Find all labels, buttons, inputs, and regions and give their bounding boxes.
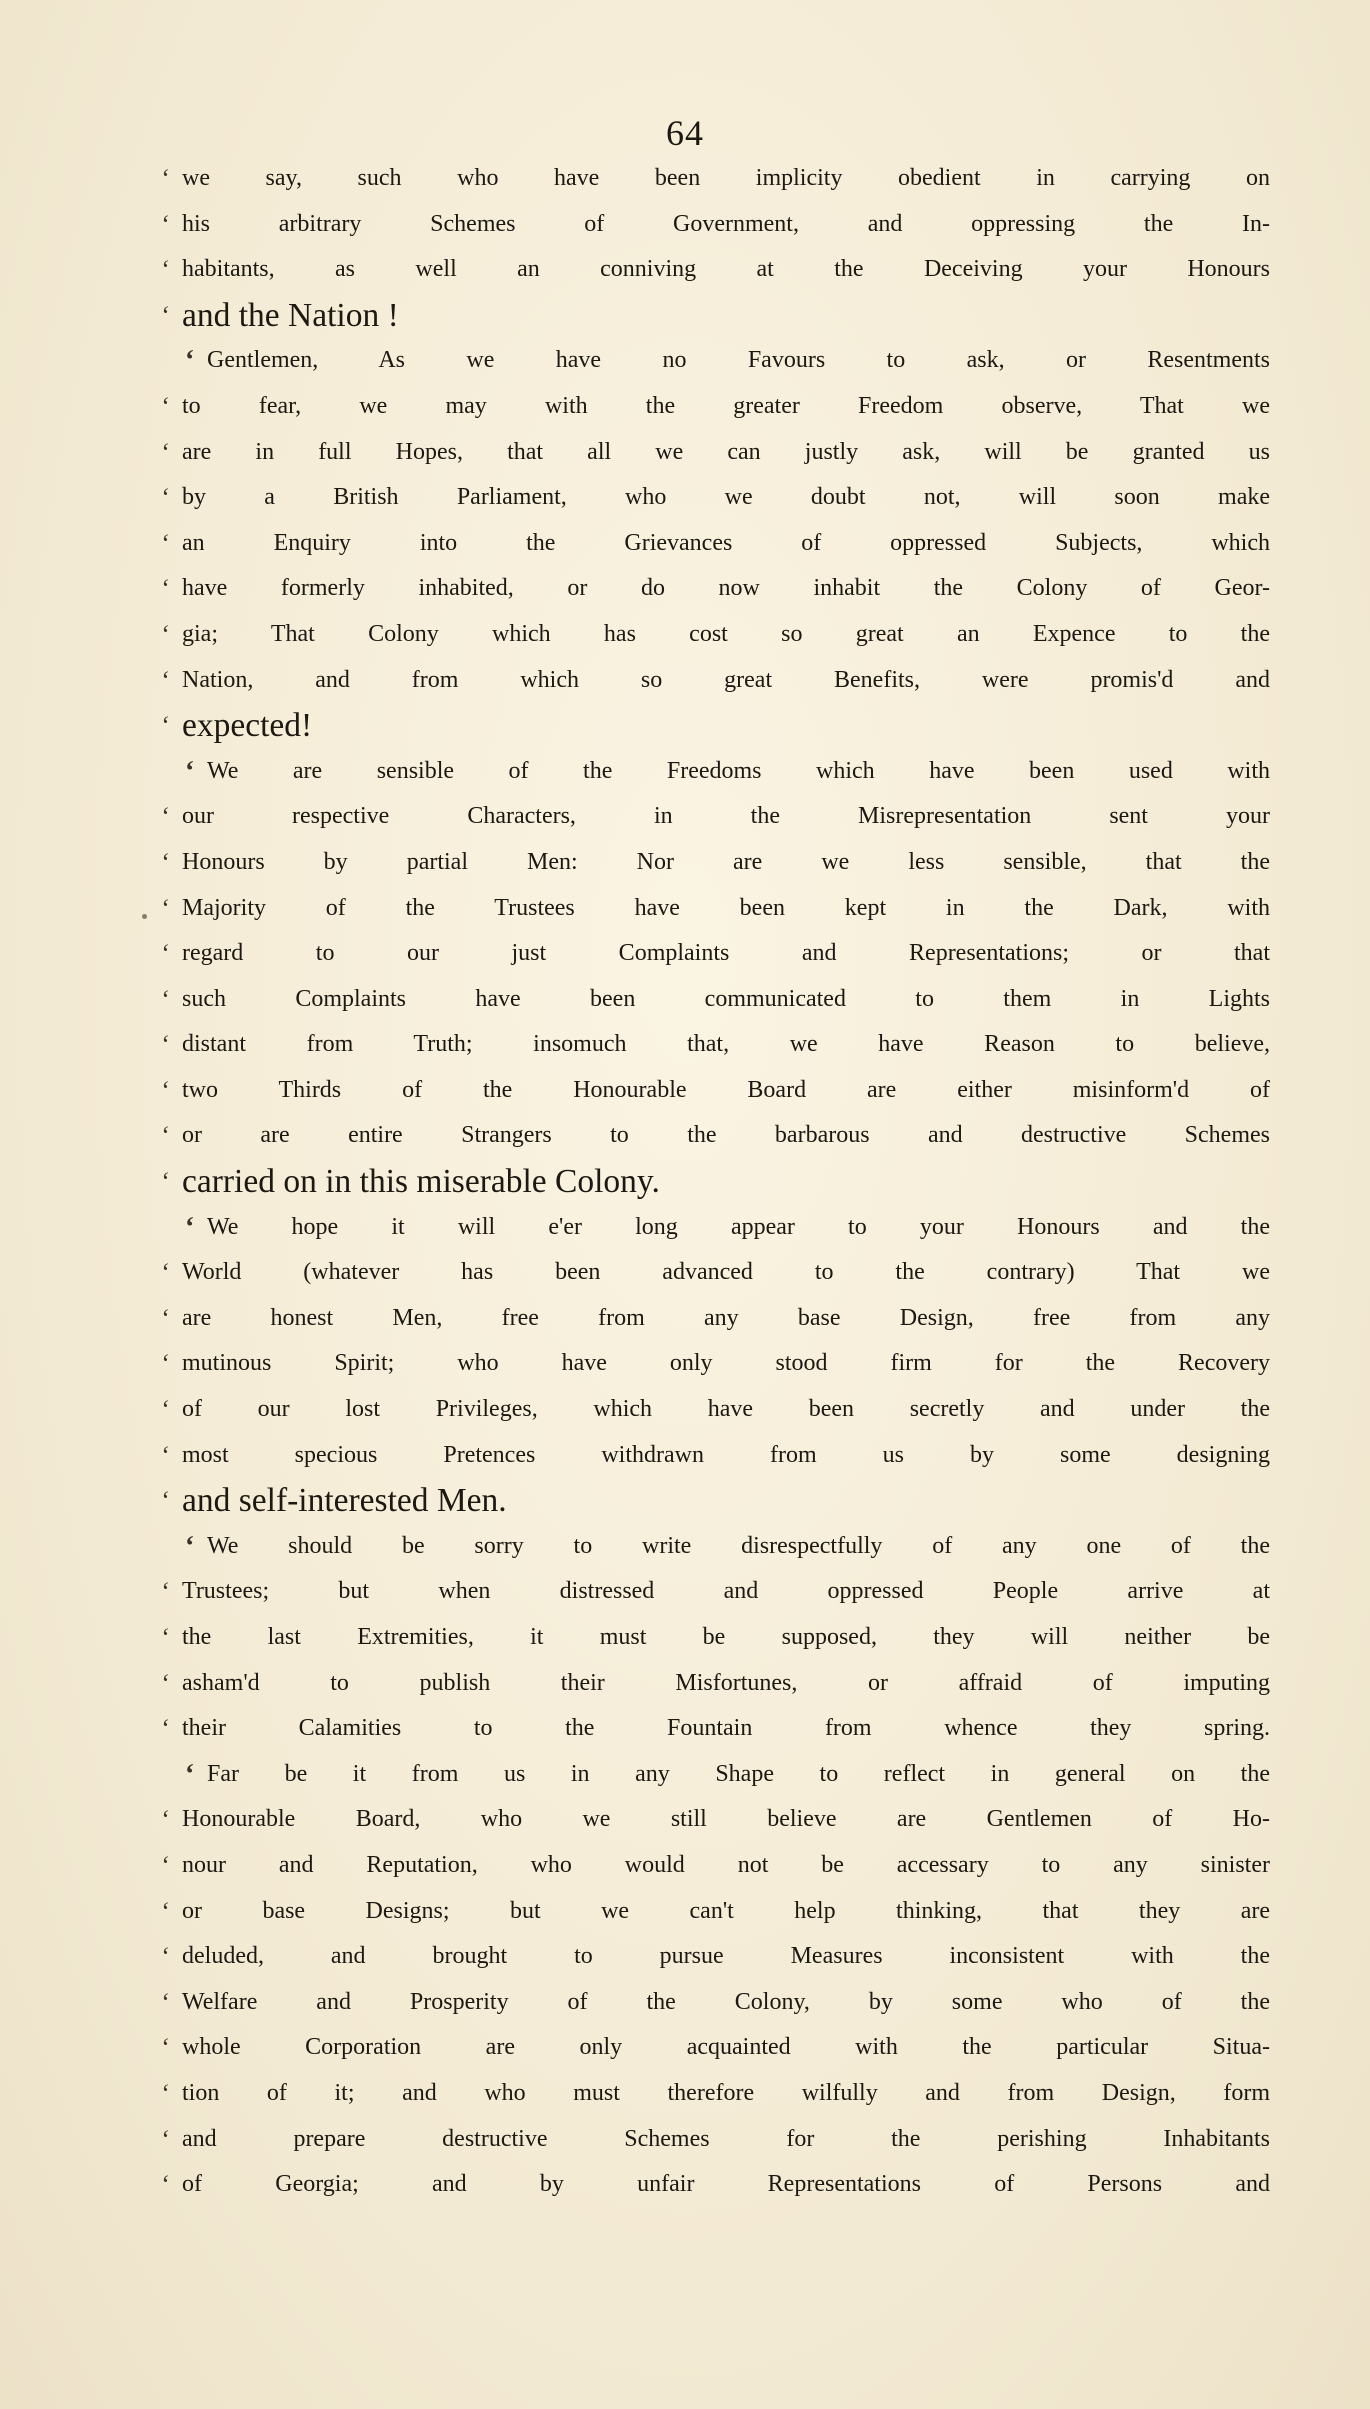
quote-mark: ‘	[160, 2124, 169, 2154]
text-line	[160, 2071, 1270, 2117]
text-line	[160, 1387, 1270, 1433]
text-line	[160, 1296, 1270, 1342]
text-line	[160, 384, 1270, 430]
quote-mark: ‘	[160, 939, 169, 969]
line-text: two Thirds of the Honourable Board are either misinform'd of	[182, 1076, 1270, 1103]
text-line	[160, 1615, 1270, 1661]
text-line	[160, 931, 1270, 977]
text-line	[160, 156, 1270, 202]
quote-mark: ‘	[160, 1395, 169, 1425]
line-text: and self-interested Men.	[182, 1482, 507, 1520]
quote-mark: ‘	[160, 984, 169, 1014]
quote-mark: ‘	[160, 1030, 169, 1060]
quote-mark: ‘	[160, 1623, 169, 1652]
text-line	[160, 1706, 1270, 1752]
line-text: most specious Pretences withdrawn from us by some designing	[182, 1441, 1270, 1468]
quote-mark: ‘	[160, 1440, 169, 1470]
quote-mark: ‘	[160, 483, 169, 513]
text-line	[160, 1889, 1270, 1935]
quote-mark: ‘	[160, 2078, 169, 2108]
text-line	[160, 840, 1270, 886]
line-text: Honourable Board, who we still believe are Gentlemen of Ho-	[182, 1806, 1270, 1833]
quote-mark: ‘	[160, 2170, 169, 2200]
text-line	[160, 794, 1270, 840]
quote-mark: ‘	[160, 437, 169, 467]
quote-mark: ‘	[160, 391, 169, 421]
text-line	[160, 2025, 1270, 2071]
text-line	[160, 1524, 1270, 1570]
line-text: carried on in this miserable Colony.	[182, 1163, 660, 1201]
line-text: habitants, as well an conniving at the Deceiving your Honours	[182, 256, 1270, 283]
quote-mark: ‘	[160, 300, 169, 330]
quote-mark: ‘	[160, 528, 169, 558]
quote-mark: ‘	[160, 1850, 169, 1880]
line-text: Honours by partial Men: Nor are we less sensible, that the	[182, 848, 1270, 875]
line-text: distant from Truth; insomuch that, we have Reason to believe,	[182, 1031, 1270, 1058]
text-line	[160, 1980, 1270, 2026]
quote-mark: ‘	[160, 1805, 169, 1835]
line-text: mutinous Spirit; who have only stood firm for the Recovery	[182, 1350, 1270, 1377]
text-line	[160, 977, 1270, 1023]
line-text: are honest Men, free from any base Design, free from any	[182, 1304, 1270, 1331]
line-text: Trustees; but when distressed and oppressed People arrive at	[182, 1578, 1270, 1605]
line-text: tion of it; and who must therefore wilfully and from Design, form	[182, 2079, 1270, 2106]
line-text: gia; That Colony which has cost so great an Expence to the	[182, 620, 1270, 647]
line-text: and the Nation !	[182, 296, 399, 334]
line-text: have formerly inhabited, or do now inhabit the Colony of Geor-	[182, 575, 1270, 602]
quote-mark: ‘	[160, 209, 169, 239]
text-line	[160, 566, 1270, 612]
quote-mark: ‘	[160, 893, 169, 923]
quote-mark: ‘	[160, 1486, 169, 1516]
quote-mark: ‘	[160, 1896, 169, 1926]
text-line	[160, 247, 1270, 293]
quote-mark: ‘	[160, 1987, 169, 2017]
body-text	[160, 156, 1270, 2208]
line-text: of our lost Privileges, which have been secretly and under the	[182, 1396, 1270, 1423]
text-line	[160, 338, 1270, 384]
text-line	[160, 430, 1270, 476]
text-line	[160, 1250, 1270, 1296]
text-line	[160, 2162, 1270, 2208]
text-line	[160, 886, 1270, 932]
text-line	[160, 703, 1270, 749]
text-line	[160, 1022, 1270, 1068]
text-line	[160, 612, 1270, 658]
line-text: his arbitrary Schemes of Government, and oppressing the In-	[182, 210, 1270, 237]
line-text: Nation, and from which so great Benefits, were promis'd and	[182, 666, 1270, 693]
line-text: We hope it will e'er long appear to your Honours and the	[207, 1213, 1270, 1240]
text-line	[160, 749, 1270, 795]
text-line	[160, 1341, 1270, 1387]
quote-mark: ‘	[185, 1758, 195, 1790]
quote-mark: ‘	[160, 164, 169, 193]
quote-mark: ‘	[160, 711, 169, 741]
line-text: or base Designs; but we can't help thinking, that they are	[182, 1897, 1270, 1924]
quote-mark: ‘	[160, 1577, 169, 1607]
line-text: such Complaints have been communicated to them in Lights	[182, 985, 1270, 1012]
ink-spot	[142, 914, 147, 919]
line-text: regard to our just Complaints and Representations; or that	[182, 940, 1270, 967]
line-text: We should be sorry to write disrespectfully of any one of the	[207, 1532, 1270, 1559]
text-line	[160, 1752, 1270, 1798]
text-line	[160, 475, 1270, 521]
line-text: by a British Parliament, who we doubt not, will soon make	[182, 484, 1270, 511]
line-text: expected!	[182, 707, 313, 745]
line-text: World (whatever has been advanced to the contrary) That we	[182, 1259, 1270, 1286]
line-text: asham'd to publish their Misfortunes, or affraid of imputing	[182, 1669, 1270, 1696]
line-text: or are entire Strangers to the barbarous and destructive Schemes	[182, 1122, 1270, 1149]
text-line	[160, 1797, 1270, 1843]
quote-mark: ‘	[160, 255, 169, 285]
quote-mark: ‘	[185, 1530, 195, 1562]
text-line	[160, 1433, 1270, 1479]
line-text: Welfare and Prosperity of the Colony, by some who of the	[182, 1988, 1270, 2015]
quote-mark: ‘	[160, 847, 169, 877]
quote-mark: ‘	[160, 1258, 169, 1288]
quote-mark: ‘	[160, 665, 169, 695]
line-text: nour and Reputation, who would not be accessary to any sinister	[182, 1851, 1270, 1878]
line-text: of Georgia; and by unfair Representations of Persons and	[182, 2171, 1270, 2198]
line-text: an Enquiry into the Grievances of oppressed Subjects, which	[182, 529, 1270, 556]
text-line	[160, 2117, 1270, 2163]
text-line	[160, 1068, 1270, 1114]
quote-mark: ‘	[160, 1714, 169, 1744]
quote-mark: ‘	[160, 1668, 169, 1698]
page-number: 64	[666, 113, 704, 153]
quote-mark: ‘	[160, 1121, 169, 1151]
line-text: We are sensible of the Freedoms which have been used with	[207, 757, 1270, 784]
line-text: we say, such who have been implicity obedient in carrying on	[182, 165, 1270, 191]
line-text: their Calamities to the Fountain from whence they spring.	[182, 1715, 1270, 1742]
text-line	[160, 658, 1270, 704]
quote-mark: ‘	[160, 1349, 169, 1379]
text-line	[160, 1113, 1270, 1159]
text-line	[160, 1159, 1270, 1205]
text-line	[160, 202, 1270, 248]
text-line	[160, 293, 1270, 339]
quote-mark: ‘	[160, 1942, 169, 1972]
text-line	[160, 1478, 1270, 1524]
quote-mark: ‘	[185, 1211, 195, 1243]
text-line	[160, 1569, 1270, 1615]
quote-mark: ‘	[185, 345, 195, 377]
quote-mark: ‘	[160, 574, 169, 604]
text-line	[160, 1843, 1270, 1889]
text-line	[160, 521, 1270, 567]
quote-mark: ‘	[160, 802, 169, 832]
quote-mark: ‘	[160, 619, 169, 649]
line-text: deluded, and brought to pursue Measures inconsistent with the	[182, 1943, 1270, 1970]
quote-mark: ‘	[185, 755, 195, 787]
line-text: to fear, we may with the greater Freedom observe, That we	[182, 392, 1270, 419]
line-text: and prepare destructive Schemes for the perishing Inhabitants	[182, 2125, 1270, 2152]
quote-mark: ‘	[160, 1167, 169, 1197]
line-text: Far be it from us in any Shape to reflect in general on the	[207, 1760, 1270, 1787]
line-text: whole Corporation are only acquainted with the particular Situa-	[182, 2034, 1270, 2061]
line-text: Gentlemen, As we have no Favours to ask, or Resentments	[207, 347, 1270, 374]
line-text: our respective Characters, in the Misrepresentation sent your	[182, 803, 1270, 830]
line-text: the last Extremities, it must be supposed, they will neither be	[182, 1624, 1270, 1650]
text-line	[160, 1205, 1270, 1251]
line-text: Majority of the Trustees have been kept in the Dark, with	[182, 894, 1270, 921]
quote-mark: ‘	[160, 2033, 169, 2063]
text-line	[160, 1934, 1270, 1980]
quote-mark: ‘	[160, 1075, 169, 1105]
quote-mark: ‘	[160, 1303, 169, 1333]
line-text: are in full Hopes, that all we can justly ask, will be granted us	[182, 438, 1270, 465]
text-line	[160, 1661, 1270, 1707]
